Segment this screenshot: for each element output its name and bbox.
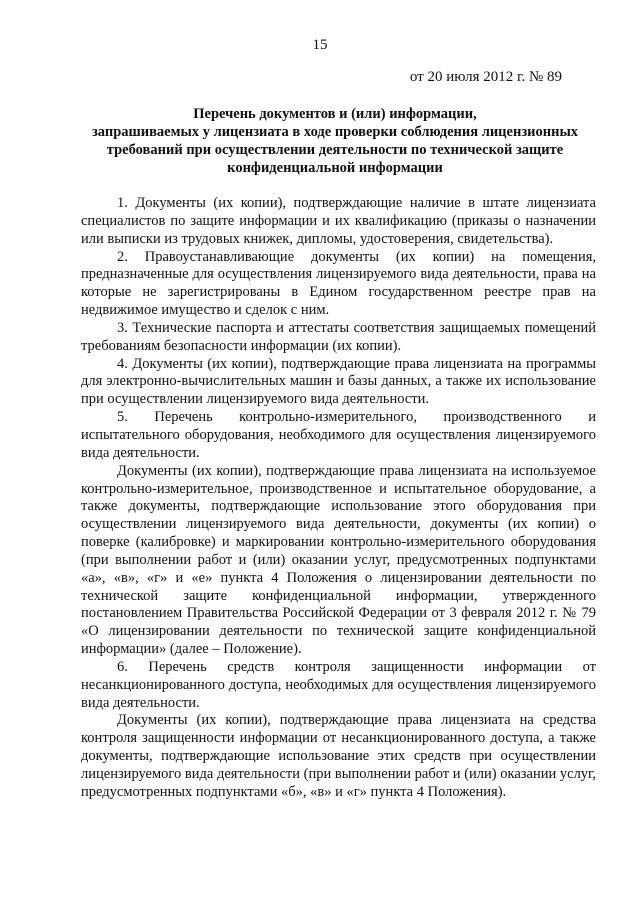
title-line: конфиденциальной информации [227,160,443,176]
document-reference: от 20 июля 2012 г. № 89 [409,69,562,85]
document-body [81,195,596,802]
paragraph-item-5-documents: Документы (их копии), подтверждающие права лицензиата на используемое контрольно-измерительное, производственное и испытательное оборудование, а также документы, подтверждающие использование этого оборудования при осуществлении лицензируемого вида деятельности, документы (их копии) о поверке (калибровке) и маркировании контрольно-измерительного оборудования (при выполнении работ и (или) оказании услуг, предусмотренных подпунктами «а», «в», «г» и «е» пункта 4 Положения о лицензировании деятельности по технической защите конфиденциальной информации, утвержденного постановлением Правительства Российской Федерации от 3 февраля 2012 г. № 79 «О лицензировании деятельности по технической защите конфиденциальной информации» (далее – Положение). [81,462,596,658]
paragraph-item-1: 1. Документы (их копии), подтверждающие наличие в штате лицензиата специалистов по защите информации и их квалификацию (приказы о назначении или выписки из трудовых книжек, дипломы, удостоверения, свидетельства). [81,195,596,247]
paragraph-item-4: 4. Документы (их копии), подтверждающие права лицензиата на программы для электронно-вычислительных машин и базы данных, а также их использование при осуществлении лицензируемого вида деятельности. [81,355,596,408]
document-title [70,105,600,177]
title-line: запрашиваемых у лицензиата в ходе проверки соблюдения лицензионных [91,124,579,140]
title-line: требований при осуществлении деятельности по технической защите [106,142,564,158]
paragraph-item-3: 3. Технические паспорта и аттестаты соответствия защищаемых помещений требованиям безопасности информации (их копии). [81,319,596,354]
paragraph-item-6: 6. Перечень средств контроля защищенности информации от несанкционированного доступа, необходимых для осуществления лицензируемого вида деятельности. [81,658,596,711]
paragraph-item-6-documents: Документы (их копии), подтверждающие права лицензиата на средства контроля защищенности информации от несанкционированного доступа, а также документы, подтверждающие использование этих средств при осуществлении лицензируемого вида деятельности (при выполнении работ и (или) оказании услуг, предусмотренных подпунктами «б», «в» и «г» пункта 4 Положения). [81,712,596,800]
title-line: Перечень документов и (или) информации, [193,106,477,122]
paragraph-item-2: 2. Правоустанавливающие документы (их копии) на помещения, предназначенные для осуществления лицензируемого вида деятельности, права на которые не зарегистрированы в Едином государственном реестре прав на недвижимое имущество и сделок с ним. [81,248,596,319]
page-number: 15 [312,37,328,53]
paragraph-item-5: 5. Перечень контрольно-измерительного, производственного и испытательного оборудования, необходимого для осуществления лицензируемого вида деятельности. [81,409,596,461]
